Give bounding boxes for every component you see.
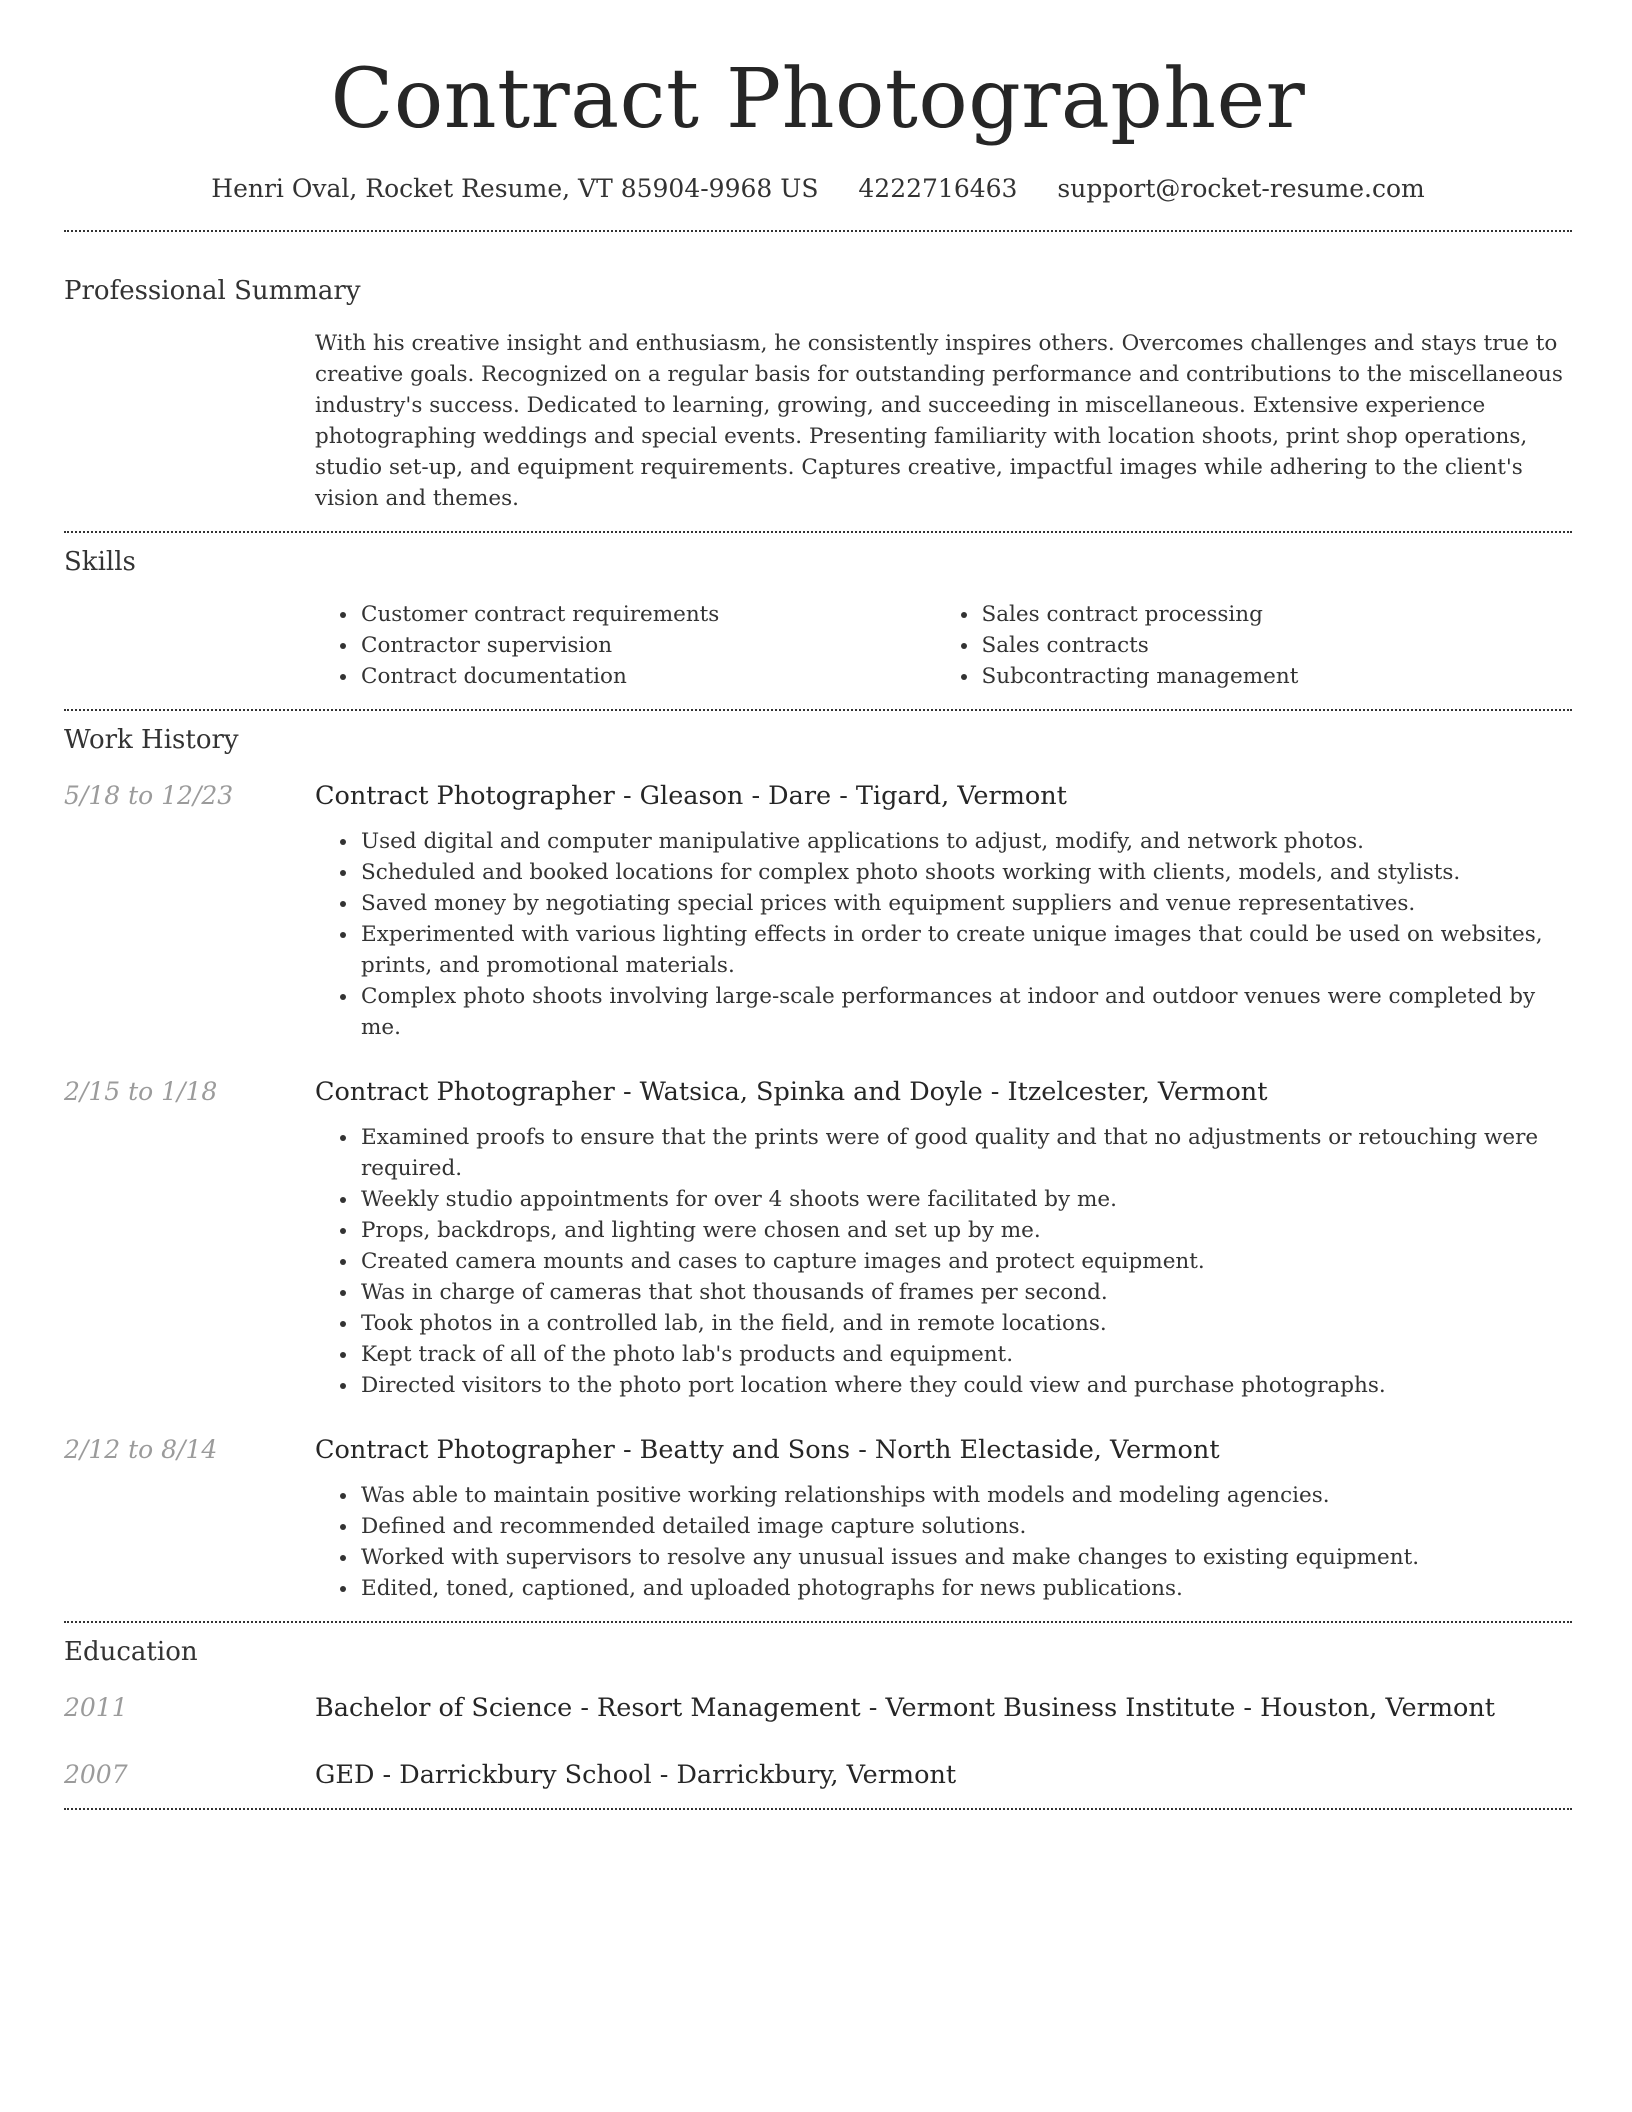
job-header <box>64 779 1572 813</box>
duty-item: • Experimented with various lighting effects in order to create unique images that could be used on websites, prints, and promotional materials. <box>359 919 1572 981</box>
job-duties <box>315 1122 1572 1401</box>
education-entry <box>64 1691 1572 1725</box>
skill-item: • Subcontracting management <box>980 661 1573 692</box>
skill-item: • Contract documentation <box>359 661 952 692</box>
job-header <box>64 1075 1572 1109</box>
education-year: 2011 <box>64 1693 128 1722</box>
job-title: Contract Photographer - Watsica, Spinka and Doyle - Itzelcester, Vermont <box>315 1077 1268 1107</box>
duty-item: • Used digital and computer manipulative applications to adjust, modify, and network photos. <box>359 826 1572 857</box>
education-entry <box>64 1758 1572 1792</box>
contact-phone: 4222716463 <box>858 174 1018 203</box>
duty-item: • Was able to maintain positive working relationships with models and modeling agencies. <box>359 1480 1572 1511</box>
education-degree: GED - Darrickbury School - Darrickbury, Vermont <box>315 1760 957 1790</box>
duty-item: • Was in charge of cameras that shot thousands of frames per second. <box>359 1277 1572 1308</box>
divider <box>64 1808 1572 1810</box>
contact-email: support@rocket-resume.com <box>1057 174 1425 203</box>
job-dates: 5/18 to 12/23 <box>64 781 234 810</box>
duty-item: • Saved money by negotiating special prices with equipment suppliers and venue representatives. <box>359 888 1572 919</box>
job-dates: 2/12 to 8/14 <box>64 1435 218 1464</box>
duty-item: • Complex photo shoots involving large-scale performances at indoor and outdoor venues were completed by me. <box>359 981 1572 1043</box>
job-entry <box>64 1433 1572 1604</box>
job-dates: 2/15 to 1/18 <box>64 1077 218 1106</box>
skill-item: • Sales contract processing <box>980 599 1573 630</box>
job-title: Contract Photographer - Beatty and Sons - North Electaside, Vermont <box>315 1435 1220 1465</box>
job-entry <box>64 1075 1572 1401</box>
summary-text: With his creative insight and enthusiasm, he consistently inspires others. Overcomes challenges and stays true to creative goals. Recognized on a regular basis for outstanding performance and contributions to the miscellaneous industry's success. Dedicated to learning, growing, and succeeding in miscellaneous. Extensive experience photographing weddings and special events. Presenting familiarity with location shoots, print shop operations, studio set-up, and equipment requirements. Captures creative, impactful images while adhering to the client's vision and themes. <box>315 331 1563 511</box>
education-degree: Bachelor of Science - Resort Management - Vermont Business Institute - Houston, Vermont <box>315 1693 1496 1723</box>
job-header <box>64 1433 1572 1467</box>
contact-line <box>64 172 1572 206</box>
job-title: Contract Photographer - Gleason - Dare - Tigard, Vermont <box>315 781 1067 811</box>
job-duties <box>315 1480 1572 1604</box>
education-year: 2007 <box>64 1760 128 1789</box>
duty-item: • Examined proofs to ensure that the prints were of good quality and that no adjustments or retouching were required. <box>359 1122 1572 1184</box>
divider <box>64 709 1572 711</box>
divider <box>64 531 1572 533</box>
work-heading: Work History <box>64 725 239 755</box>
skill-item: • Customer contract requirements <box>359 599 952 630</box>
duty-item: • Defined and recommended detailed image capture solutions. <box>359 1511 1572 1542</box>
duty-item: • Props, backdrops, and lighting were chosen and set up by me. <box>359 1215 1572 1246</box>
duty-item: • Directed visitors to the photo port location where they could view and purchase photographs. <box>359 1370 1572 1401</box>
job-duties <box>315 826 1572 1043</box>
skills-list <box>315 599 1572 692</box>
skills-heading: Skills <box>64 547 136 577</box>
divider <box>64 1621 1572 1623</box>
duty-item: • Worked with supervisors to resolve any unusual issues and make changes to existing equipment. <box>359 1542 1572 1573</box>
resume-page <box>64 0 1572 1810</box>
duty-item: • Edited, toned, captioned, and uploaded photographs for news publications. <box>359 1573 1572 1604</box>
divider <box>64 230 1572 232</box>
duty-item: • Weekly studio appointments for over 4 shoots were facilitated by me. <box>359 1184 1572 1215</box>
duty-item: • Kept track of all of the photo lab's products and equipment. <box>359 1339 1572 1370</box>
skill-item: • Sales contracts <box>980 630 1573 661</box>
summary-heading: Professional Summary <box>64 276 361 306</box>
job-entry <box>64 779 1572 1043</box>
resume-title: Contract Photographer <box>330 52 1306 147</box>
education-heading: Education <box>64 1637 198 1667</box>
duty-item: • Scheduled and booked locations for complex photo shoots working with clients, models, and stylists. <box>359 857 1572 888</box>
duty-item: • Took photos in a controlled lab, in the field, and in remote locations. <box>359 1308 1572 1339</box>
skill-item: • Contractor supervision <box>359 630 952 661</box>
contact-address: Henri Oval, Rocket Resume, VT 85904-9968 US <box>211 174 819 203</box>
skills-column-right <box>952 599 1573 692</box>
skills-column-left <box>315 599 952 692</box>
duty-item: • Created camera mounts and cases to capture images and protect equipment. <box>359 1246 1572 1277</box>
